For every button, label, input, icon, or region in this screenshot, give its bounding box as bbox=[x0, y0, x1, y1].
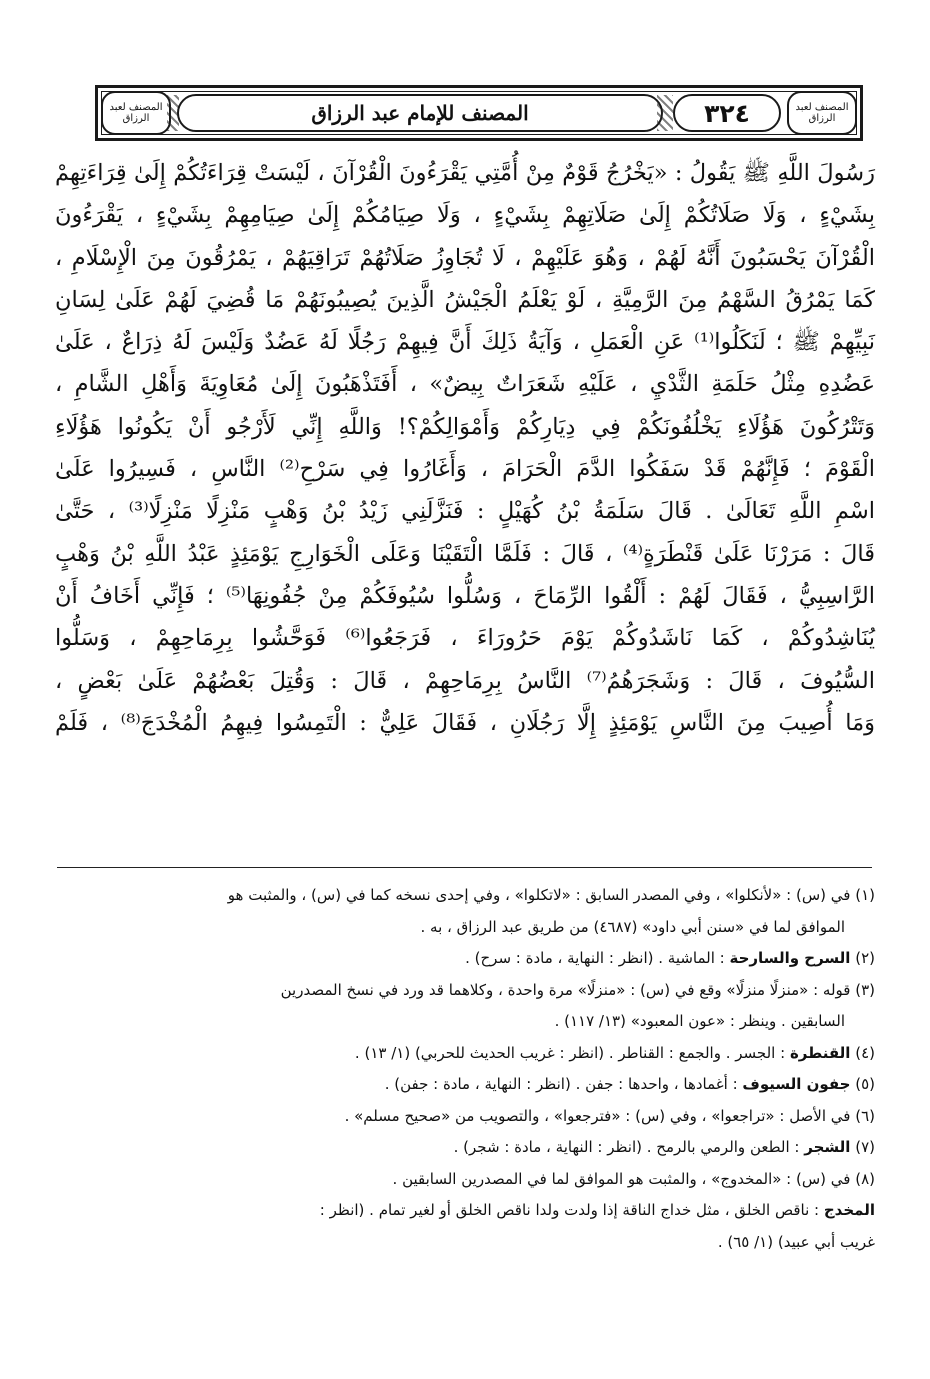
footnote-7: (٧) الشجر : الطعن والرمي بالرمح . (انظر : النهاية ، مادة : شجر) . bbox=[453, 1138, 875, 1156]
footnote-2: (٢) السرح والسارحة : الماشية . (انظر : النهاية ، مادة : سرح) . bbox=[465, 949, 875, 967]
footnote-8: (٨) في (س) : «المخدوج» ، والمثبت هو الموافق لما في المصدرين السابقين . bbox=[392, 1169, 875, 1188]
text-line: السُّيُوفَ ، قَالَ : وَشَجَرَهُمُ⁽⁷⁾ النَّاسُ بِرِمَاحِهِمْ ، قَالَ : وَقُتِلَ بَعْضُهُمْ عَلَىٰ بَعْضٍ ، bbox=[55, 667, 875, 694]
footnotes bbox=[55, 880, 875, 1258]
text-line: بِشَيْءٍ ، وَلَا صَلَاتُكُمْ إِلَىٰ صَلَاتِهِمْ بِشَيْءٍ ، وَلَا صِيَامُكُمْ إِلَىٰ صِيَامِهِمْ بِشَيْءٍ ، يَقْرَءُونَ bbox=[55, 202, 875, 229]
text-line: كَمَا يَمْرُقُ السَّهْمُ مِنَ الرَّمِيَّةِ ، لَوْ يَعْلَمُ الْجَيْشُ الَّذِينَ يُصِيبُونَهُمْ مَا قُضِيَ لَهُمْ عَلَىٰ لِسَانِ bbox=[55, 286, 875, 313]
main-text bbox=[55, 152, 875, 744]
text-line: الرَّاسِبِيُّ ، فَقَالَ لَهُمْ : أَلْقُوا الرِّمَاحَ ، وَسُلُّوا سُيُوفَكُمْ مِنْ جُفُونِهَا⁽⁵⁾ ؛ فَإِنِّي أَخَافُ أَنْ bbox=[55, 582, 876, 609]
page-number: ٣٢٤ bbox=[673, 94, 781, 132]
text-line: يُنَاشِدُوكُمْ ، كَمَا نَاشَدُوكُمْ يَوْمَ حَرُورَاءَ ، فَرَجَعُوا⁽⁶⁾ فَوَحَّشُوا بِرِمَاحِهِمْ ، وَسَلُّوا bbox=[55, 625, 876, 652]
page-header bbox=[95, 85, 863, 141]
footnote-1: (١) في (س) : «لأنكلوا» ، وفي المصدر السابق : «لاتكلوا» ، وفي إحدى نسخه كما في (س) ، والمثبت هو bbox=[227, 886, 875, 904]
text-line: عَضُدِهِ مِثْلُ حَلَمَةِ الثَّدْيِ ، عَلَيْهِ شَعَرَاتٌ بِيضٌ» ، أَفَتَذْهَبُونَ إِلَىٰ مُعَاوِيَةَ وَأَهْلِ الشَّامِ ، bbox=[55, 371, 875, 398]
text-line: وَتَتْرُكُونَ هَؤُلَاءِ يَخْلُفُونَكُمْ فِي دِيَارِكُمْ وَأَمْوَالِكُمْ؟! وَاللَّهِ إِنِّي لَأَرْجُو أَنْ يَكُونُوا هَؤُلَاءِ bbox=[55, 413, 875, 440]
footnote-3-cont: السابقين . وينظر : «عون المعبود» (١٣/ ١١٧) . bbox=[554, 1012, 845, 1030]
footnote-1-cont: الموافق لما في «سنن أبي داود» (٤٦٨٧) من طريق عبد الرزاق ، به . bbox=[420, 917, 845, 936]
book-title: المصنف للإمام عبد الرزاق bbox=[177, 94, 663, 132]
text-line: نَبِيِّهِمْ ﷺ ؛ لَنَكَلُوا⁽¹⁾ عَنِ الْعَمَلِ ، وَآيَةُ ذَلِكَ أَنَّ فِيهِمْ رَجُلًا لَهُ عَضُدٌ وَلَيْسَ لَهُ ذِرَاعٌ ، عَلَىٰ bbox=[55, 329, 875, 356]
text-line: وَمَا أُصِيبَ مِنَ النَّاسِ يَوْمَئِذٍ إِلَّا رَجُلَانِ ، فَقَالَ عَلِيٌّ : الْتَمِسُوا فِيهِمُ الْمُخْدَجَ⁽⁸⁾ ، فَلَمْ bbox=[55, 709, 875, 736]
text-line: الْقَوْمَ ؛ فَإِنَّهُمْ قَدْ سَفَكُوا الدَّمَ الْحَرَامَ ، وَأَغَارُوا فِي سَرْحِ⁽²⁾ النَّاسِ ، فَسِيرُوا عَلَىٰ bbox=[55, 456, 876, 483]
text-line: رَسُولَ اللَّهِ ﷺ يَقُولُ : «يَخْرُجُ قَوْمٌ مِنْ أُمَّتِي يَقْرَءُونَ الْقُرْآنَ ، لَيْسَتْ قِرَاءَتُكُمْ إِلَىٰ قِرَاءَتِهِمْ bbox=[55, 160, 875, 186]
footnote-gloss-cont: غريب أبي عبيد) (١/ ٦٥) . bbox=[717, 1232, 875, 1251]
text-line: اسْمِ اللَّهِ تَعَالَىٰ . قَالَ سَلَمَةُ بْنُ كُهَيْلٍ : فَنَزَّلَنِي زَيْدُ بْنُ وَهْبٍ مَنْزِلًا مَنْزِلًا⁽³⁾ ، حَتَّىٰ bbox=[55, 498, 875, 525]
footnote-gloss: المخدج : ناقص الخلق ، مثل خداج الناقة إذا ولدت ولدا ناقص الخلق أو لغير تمام . (انظر : bbox=[319, 1201, 875, 1219]
footnote-6: (٦) في الأصل : «تراجعوا» ، وفي (س) : «فترجعوا» ، والتصويب من «صحيح مسلم» . bbox=[344, 1106, 875, 1125]
footnote-5: (٥) جفون السيوف : أغمادها ، واحدها : جفن . (انظر : النهاية ، مادة : جفن) . bbox=[384, 1075, 875, 1093]
text-line: قَالَ : مَرَرْنَا عَلَىٰ قَنْطَرَةٍ⁽⁴⁾ ، قَالَ : فَلَمَّا الْتَقَيْنَا وَعَلَى الْخَوَارِجِ يَوْمَئِذٍ عَبْدُ اللَّهِ بْنُ وَهْبٍ bbox=[55, 540, 875, 567]
footnote-separator bbox=[57, 867, 872, 868]
footnote-4: (٤) القنطرة : الجسر . والجمع : القناطر . (انظر : غريب الحديث للحربي) (١/ ١٣) . bbox=[354, 1043, 875, 1062]
text-line: الْقُرْآنَ يَحْسَبُونَ أَنَّهُ لَهُمْ ، وَهُوَ عَلَيْهِمْ ، لَا تُجَاوِزُ صَلَاتُهُمْ تَرَاقِيَهُمْ ، يَمْرُقُونَ مِنَ الْإِسْلَامِ ، bbox=[55, 244, 875, 271]
header-seal-left: المصنف لعبد الرزاق bbox=[101, 91, 171, 135]
footnote-3: (٣) قوله : «منزلًا منزلًا» وقع في (س) : «منزلًا» مرة واحدة ، وكلاهما قد ورد في نسخ المصدرين bbox=[280, 980, 875, 999]
header-seal-right: المصنف لعبد الرزاق bbox=[787, 91, 857, 135]
